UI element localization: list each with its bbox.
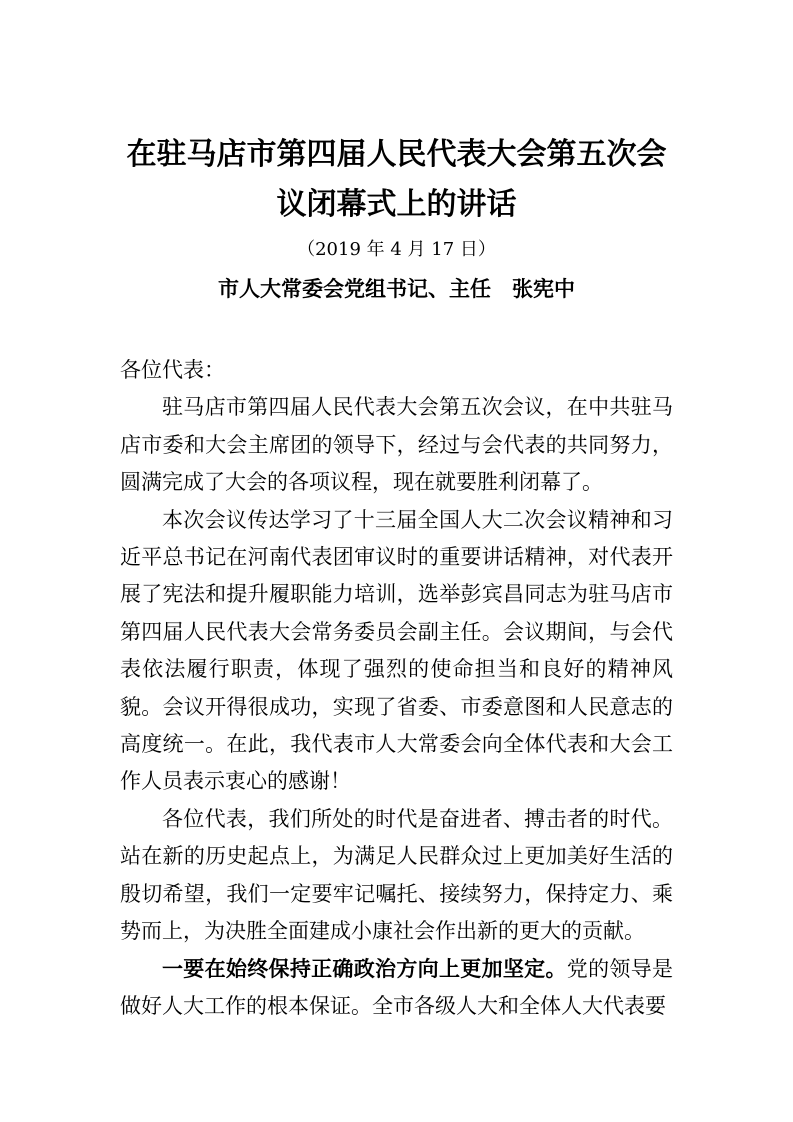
paragraph-4-bold-lead: 一要在始终保持正确政治方向上更加坚定。 (162, 956, 567, 981)
document-body (120, 352, 673, 1025)
document-date: （2019 年 4 月 17 日） (297, 239, 496, 260)
salutation: 各位代表： (120, 358, 225, 382)
paragraph-1: 驻马店市第四届人民代表大会第五次会议，在中共驻马店市委和大会主席团的领导下，经过与会代表的共同努力，圆满完成了大会的各项议程，现在就要胜利闭幕了。 (120, 395, 673, 495)
paragraph-4 (120, 951, 673, 1026)
paragraph-3: 各位代表，我们所处的时代是奋进者、搏击者的时代。站在新的历史起点上，为满足人民群众过上更加美好生活的殷切希望，我们一定要牢记嘱托、接续努力，保持定力、乘势而上，为决胜全面建成小康社会作出新的更大的贡献。 (120, 806, 673, 944)
paragraph-4-rest: 党的领导是做好人大工作的根本保证。全市各级人大和全体人大代表要 (120, 956, 673, 1018)
document-byline: 市人大常委会党组书记、主任 张宪中 (218, 276, 575, 301)
document-title: 在驻马店市第四届人民代表大会第五次会议闭幕式上的讲话 (126, 137, 667, 222)
paragraph-2: 本次会议传达学习了十三届全国人大二次会议精神和习近平总书记在河南代表团审议时的重要讲话精神，对代表开展了宪法和提升履职能力培训，选举彭宾昌同志为驻马店市第四届人民代表大会常务委员会副主任。会议期间，与会代表依法履行职责，体现了强烈的使命担当和良好的精神风貌。会议开得很成功，实现了省委、市委意图和人民意志的高度统一。在此，我代表市人大常委会向全体代表和大会工作人员表示衷心的感谢！ (120, 507, 673, 794)
